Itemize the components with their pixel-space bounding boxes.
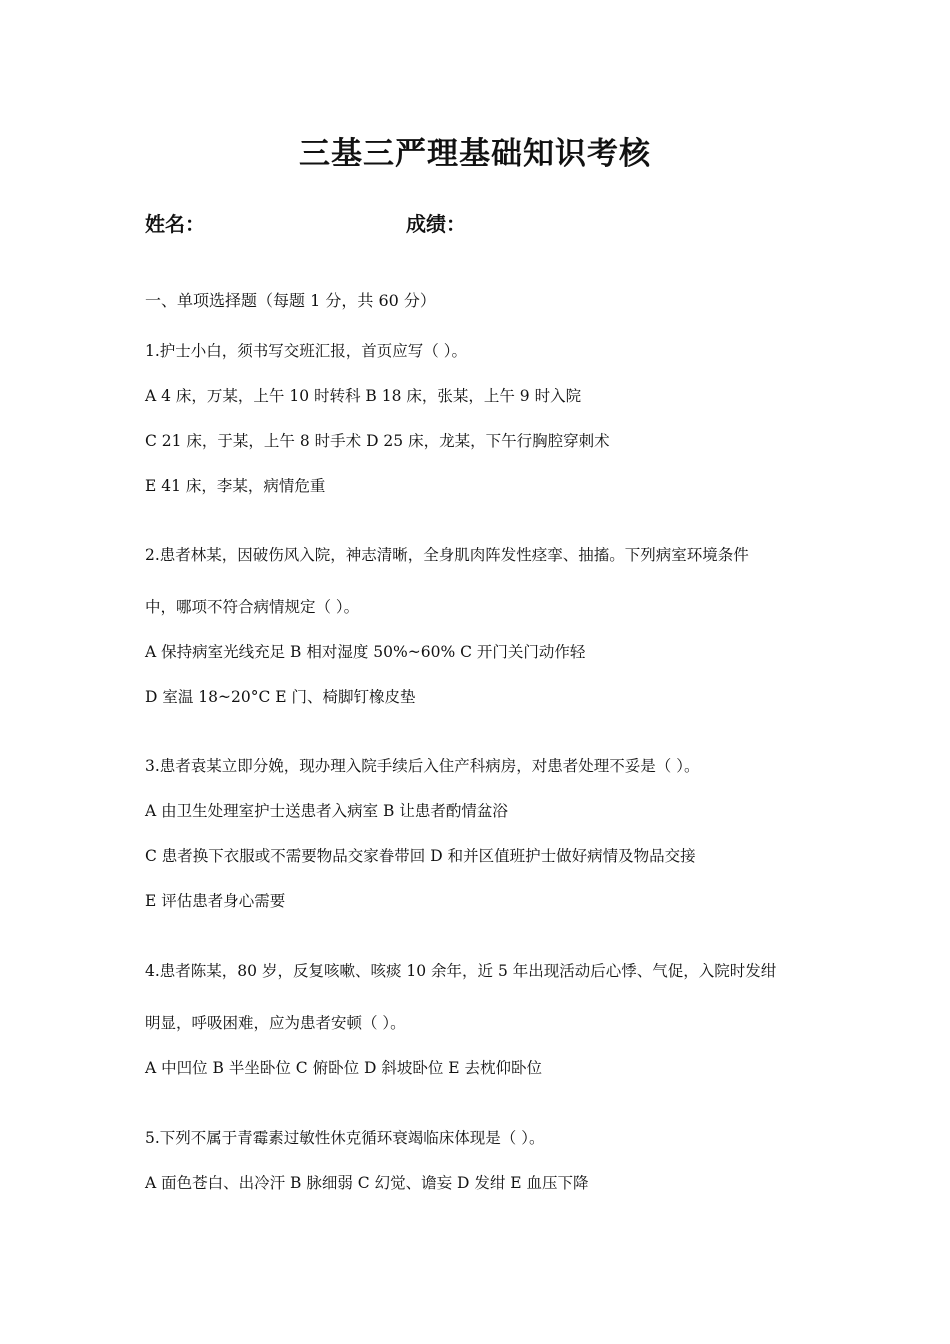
question-2-stem: 中，哪项不符合病情规定（ ）。	[145, 598, 360, 616]
section-heading: 一、单项选择题（每题 1 分，共 60 分）	[145, 291, 436, 310]
question-2-option-line: A 保持病室光线充足 B 相对湿度 50%~60% C 开门关门动作轻	[145, 643, 586, 661]
score-label: 成绩：	[406, 212, 466, 236]
question-3-option-line: E 评估患者身心需要	[145, 892, 286, 910]
question-4-stem: 明显，呼吸困难，应为患者安顿（ ）。	[145, 1014, 406, 1032]
question-2-option-line: D 室温 18~20°C E 门、椅脚钉橡皮垫	[145, 688, 416, 706]
question-5-option-line: A 面色苍白、出冷汗 B 脉细弱 C 幻觉、谵妄 D 发绀 E 血压下降	[145, 1174, 589, 1192]
question-4-option-line: A 中凹位 B 半坐卧位 C 俯卧位 D 斜坡卧位 E 去枕仰卧位	[145, 1059, 543, 1077]
question-3-stem: 3.患者袁某立即分娩，现办理入院手续后入住产科病房，对患者处理不妥是（ ）。	[145, 757, 700, 775]
question-4-stem: 4.患者陈某，80 岁，反复咳嗽、咳痰 10 余年，近 5 年出现活动后心悸、气促，入院时发绀	[145, 962, 777, 980]
question-5-stem: 5.下列不属于青霉素过敏性休克循环衰竭临床体现是（ ）。	[145, 1129, 545, 1147]
question-1-option-line: A 4 床，万某，上午 10 时转科 B 18 床，张某，上午 9 时入院	[145, 387, 582, 405]
question-1-option-line: C 21 床，于某，上午 8 时手术 D 25 床，龙某，下午行胸腔穿刺术	[145, 432, 610, 450]
question-1-option-line: E 41 床，李某，病情危重	[145, 477, 326, 495]
question-3-option-line: C 患者换下衣服或不需要物品交家眷带回 D 和并区值班护士做好病情及物品交接	[145, 847, 696, 865]
exam-title: 三基三严理基础知识考核	[299, 136, 651, 172]
question-3-option-line: A 由卫生处理室护士送患者入病室 B 让患者酌情盆浴	[145, 802, 508, 820]
name-label: 姓名：	[145, 212, 205, 236]
question-2-stem: 2.患者林某，因破伤风入院，神志清晰，全身肌肉阵发性痉挛、抽搐。下列病室环境条件	[145, 546, 749, 564]
question-1-stem: 1.护士小白，须书写交班汇报，首页应写（ ）。	[145, 342, 467, 360]
